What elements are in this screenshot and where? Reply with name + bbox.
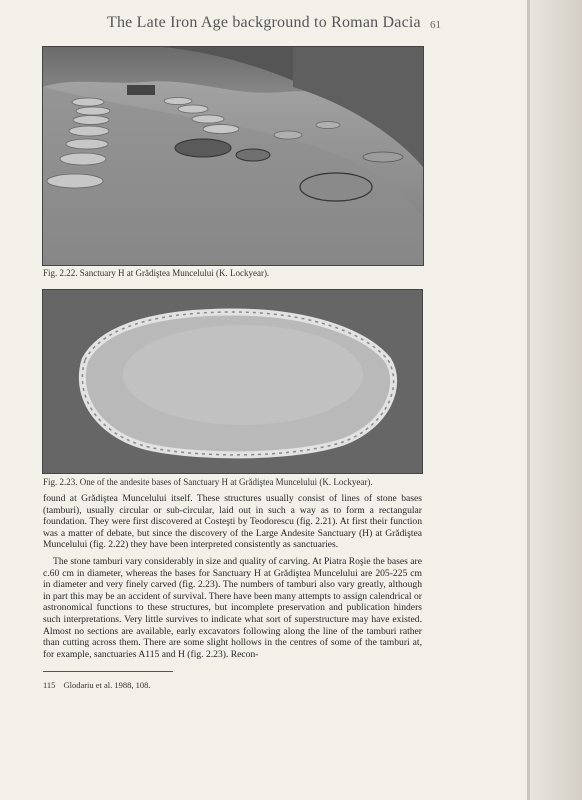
footnote-rule — [43, 671, 173, 672]
footnote — [43, 680, 151, 690]
body-paragraph: The stone tamburi vary considerably in size and quality of carving. At Piatra Roşie the bases are c.60 cm in diameter, whereas the bases for Sanctuary H at Grădiştea Muncelului are 205-225 cm in diameter and very finely carved (fig. 2.23). The numbers of tamburi also vary greatly, although in part this may be an accident of survival. There have been many attempts to assign calendrical or astronomical functions to these structures, but incomplete preservation and publication hinders such interpretations. Very little survives to indicate what sort of superstructure may have existed. Almost no sections are available, early excavators following along the line of the tamburi rather than cutting across them. There are some slight hollows in the centres of some of the tamburi at, for example, sanctuaries A115 and H (fig. 2.23). Recon- — [43, 556, 422, 660]
running-title: The Late Iron Age background to Roman Dacia — [107, 14, 421, 31]
footnote-number: 115 — [43, 680, 56, 690]
body-paragraph: found at Grădiştea Muncelului itself. These structures usually consist of lines of stone bases (tamburi), usually circular or sub-circular, laid out in such a way as to form a rectangular foundation. They were first discovered at Costeşti by Teodorescu (fig. 2.21). At first their function was a matter of debate, but since the discovery of the Large Andesite Sanctuary (H) at Grădiştea Muncelului (fig. 2.22) they have been interpreted consistently as sanctuaries. — [43, 493, 422, 551]
page-number: 61 — [430, 19, 441, 31]
figure-2-23-photo — [42, 289, 423, 474]
figure-2-23-caption: Fig. 2.23. One of the andesite bases of Sanctuary H at Grădiştea Muncelului (K. Lockyear). — [43, 477, 373, 487]
page-edge — [527, 0, 530, 800]
figure-2-22-photo — [42, 46, 424, 266]
footnote-text: Glodariu et al. 1988, 108. — [63, 680, 151, 690]
figure-2-22-caption: Fig. 2.22. Sanctuary H at Grădiştea Muncelului (K. Lockyear). — [43, 268, 270, 278]
scan-margin — [530, 0, 582, 800]
